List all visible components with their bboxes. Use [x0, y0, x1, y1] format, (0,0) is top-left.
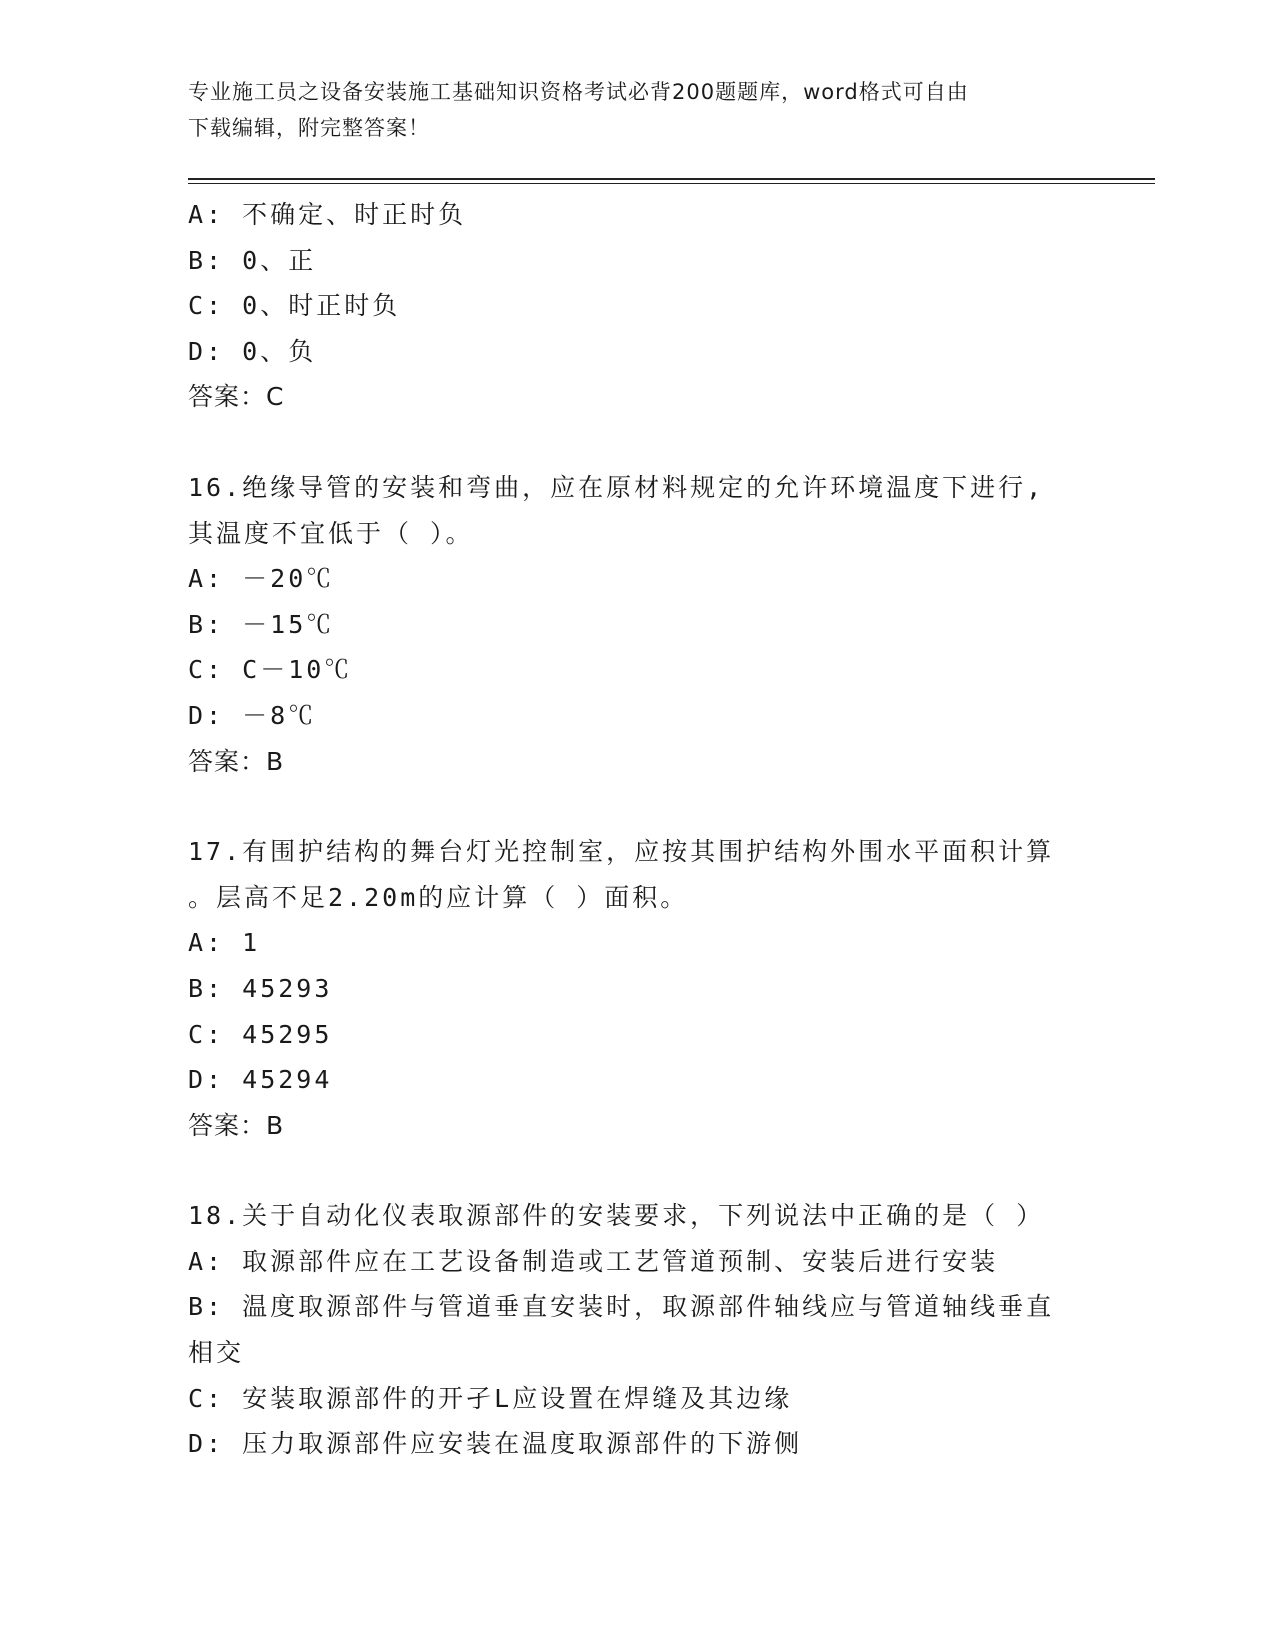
- header-divider-thin: [188, 183, 1155, 184]
- option-a: A: 1: [188, 928, 261, 958]
- option-d: D: －8℃: [188, 700, 317, 730]
- header-line-2: 下载编辑，附完整答案！: [188, 116, 430, 140]
- question-18: [188, 1193, 1088, 1467]
- header-divider-thick: [188, 178, 1155, 180]
- option-a: A: 不确定、时正时负: [188, 200, 467, 229]
- option-b: B: －15℃: [188, 609, 335, 639]
- question-text-line-2: 其温度不宜低于（ ）。: [188, 518, 474, 548]
- option-b-continued: 相交: [188, 1338, 245, 1368]
- spacer: [188, 420, 1088, 465]
- option-c: C: 0、时正时负: [188, 291, 401, 321]
- answer: 答案：C: [188, 382, 285, 412]
- option-d: D: 0、负: [188, 336, 317, 366]
- question-text-line-1: 18.关于自动化仪表取源部件的安装要求，下列说法中正确的是（ ）: [188, 1201, 1045, 1231]
- question-17: [188, 829, 1088, 1148]
- option-b: B: 0、正: [188, 245, 317, 275]
- spacer: [188, 784, 1088, 829]
- answer: 答案：B: [188, 746, 285, 776]
- answer: 答案：B: [188, 1110, 285, 1140]
- question-text-line-1: 17.有围护结构的舞台灯光控制室，应按其围护结构外围水平面积计算: [188, 837, 1055, 867]
- option-c: C: 45295: [188, 1019, 333, 1049]
- question-15: [188, 192, 1088, 420]
- option-a: A: 取源部件应在工艺设备制造或工艺管道预制、安装后进行安装: [188, 1246, 999, 1276]
- header-line-1: 专业施工员之设备安装施工基础知识资格考试必背200题题库，word格式可自由: [188, 80, 969, 104]
- question-16: [188, 465, 1088, 784]
- option-a: A: －20℃: [188, 564, 335, 594]
- option-c: C: C－10℃: [188, 655, 353, 685]
- question-text-line-1: 16.绝缘导管的安装和弯曲，应在原材料规定的允许环境温度下进行,: [188, 472, 1045, 502]
- question-list: [188, 192, 1088, 1467]
- spacer: [188, 1148, 1088, 1193]
- option-b: B: 45293: [188, 973, 333, 1003]
- option-d: D: 压力取源部件应安装在温度取源部件的下游侧: [188, 1429, 803, 1459]
- option-b: B: 温度取源部件与管道垂直安装时，取源部件轴线应与管道轴线垂直: [188, 1292, 1055, 1322]
- option-c: C: 安装取源部件的开孑L应设置在焊缝及其边缘: [188, 1383, 793, 1413]
- option-d: D: 45294: [188, 1065, 333, 1095]
- document-header: [188, 74, 1088, 146]
- question-text-line-2: 。层高不足2.20m的应计算（ ）面积。: [188, 882, 689, 912]
